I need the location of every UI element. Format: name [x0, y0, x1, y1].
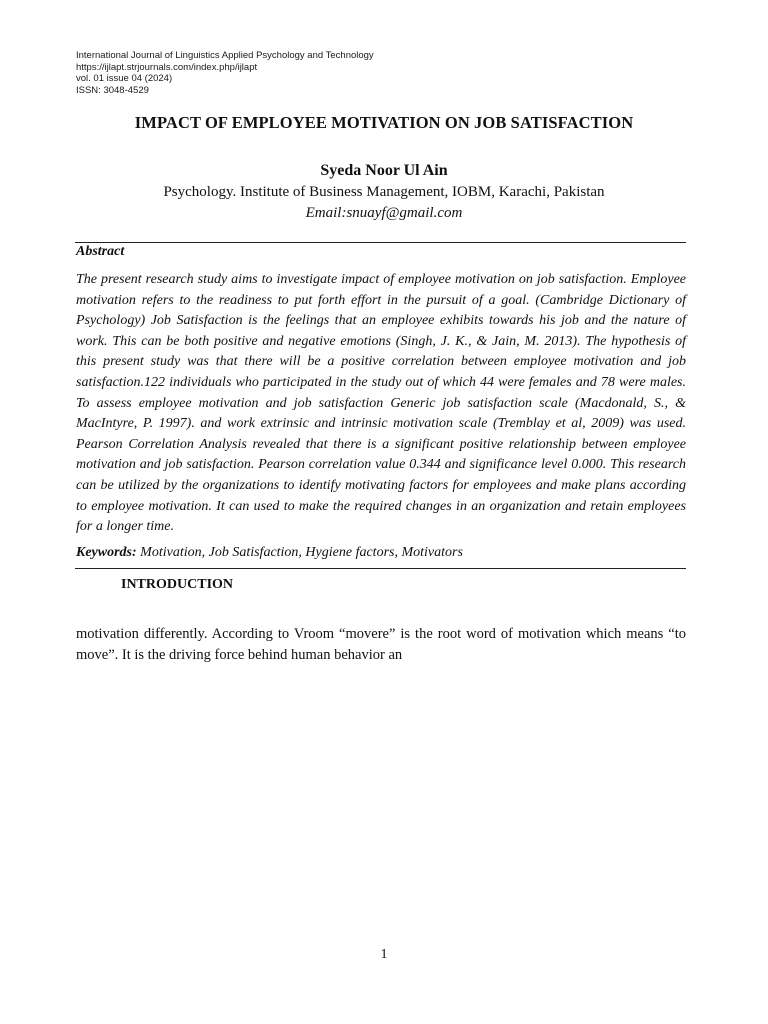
- keywords-label: Keywords:: [76, 545, 137, 560]
- paper-title: IMPACT OF EMPLOYEE MOTIVATION ON JOB SATISFACTION: [134, 113, 634, 132]
- abstract-top-divider: [75, 242, 686, 243]
- keywords-line: [76, 545, 463, 561]
- author-name: Syeda Noor Ul Ain: [320, 162, 448, 179]
- introduction-text: motivation differently. According to Vroom “movere” is the root word of motivation which means “to move”. It is the driving force behind human behavior an: [76, 626, 686, 663]
- keywords-bottom-divider: [75, 568, 686, 569]
- author-email[interactable]: Email:snuayf@gmail.com: [305, 205, 463, 221]
- abstract-text: The present research study aims to investigate impact of employee motivation on job satisfaction. Employee motivation refers to the readiness to put forth effort in the pursuit of a goal. (Cambridge Dictionary of Psychology) Job Satisfaction is the feelings that an employee exhibits towards his job and the nature of work. This can be both positive and negative emotions (Singh, J. K., & Jain, M. 2013). The hypothesis of this present study was that there will be a positive correlation between employee motivation and job satisfaction.122 individuals who participated in the study out of which 44 were females and 78 were males. To assess employee motivation and job satisfaction Generic job satisfaction scale (Macdonald, S., & MacIntyre, P. 1997). and work extrinsic and intrinsic motivation scale (Tremblay et al, 2009) was used. Pearson Correlation Analysis revealed that there is a significant positive relationship between employee motivation and job satisfaction. Pearson correlation value 0.344 and significance level 0.000. This research can be utilized by the organizations to identify motivating factors for employees and make plans according to employee motivation. It can used to make the required changes in an organization and retain employees for a longer time.: [76, 272, 686, 535]
- keywords-text: Motivation, Job Satisfaction, Hygiene factors, Motivators: [136, 545, 463, 560]
- journal-issn: ISSN: 3048-4529: [76, 84, 149, 96]
- journal-volume: vol. 01 issue 04 (2024): [76, 73, 173, 84]
- author-affiliation: Psychology. Institute of Business Management, IOBM, Karachi, Pakistan: [163, 184, 605, 200]
- introduction-heading: INTRODUCTION: [121, 577, 234, 592]
- journal-name: International Journal of Linguistics Applied Psychology and Technology: [76, 50, 374, 61]
- journal-header: [76, 50, 374, 96]
- journal-url[interactable]: https://ijlapt.strjournals.com/index.php/ijlapt: [76, 61, 258, 73]
- page-number: 1: [380, 947, 388, 962]
- abstract-heading: Abstract: [76, 244, 125, 259]
